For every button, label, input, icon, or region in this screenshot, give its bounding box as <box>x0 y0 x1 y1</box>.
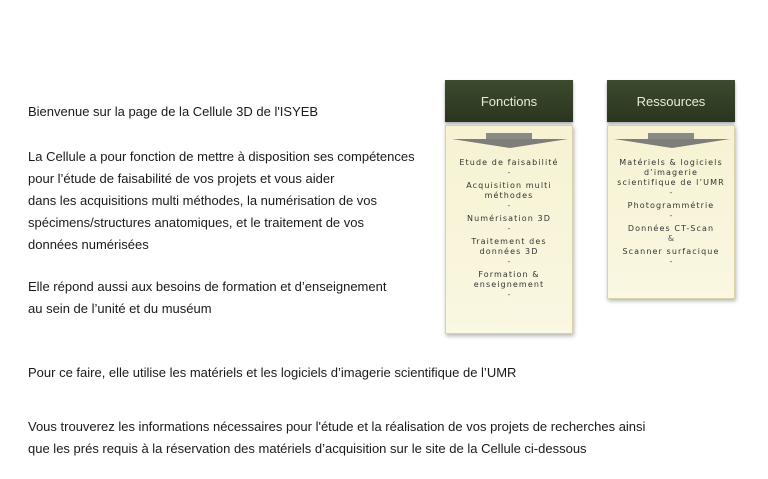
intro-paragraph-1 <box>28 146 415 256</box>
intro-line: que les prés requis à la réservation des matériels d’acquisition sur le site de la Cellule ci-dessous <box>28 441 587 456</box>
intro-line: spécimens/structures anatomiques, et le traitement de vos <box>28 215 364 230</box>
welcome-text: Bienvenue sur la page de la Cellule 3D de l'ISYEB <box>28 104 319 119</box>
separator: - <box>669 257 673 266</box>
separator: - <box>507 168 511 177</box>
separator: - <box>669 211 673 220</box>
intro-line: La Cellule a pour fonction de mettre à disposition ses compétences <box>28 149 415 164</box>
down-arrow-icon <box>614 133 728 151</box>
fonctions-card <box>445 80 573 334</box>
ressources-list <box>607 125 735 299</box>
intro-paragraph-3: Pour ce faire, elle utilise les matériels et les logiciels d’imagerie scientifique de l’UMR <box>28 365 517 380</box>
fonctions-list <box>445 125 573 334</box>
separator: - <box>507 257 511 266</box>
intro-line: Elle répond aussi aux besoins de formation et d’enseignement <box>28 279 387 294</box>
intro-paragraph-4 <box>28 416 645 460</box>
separator: - <box>507 224 511 233</box>
list-item: Matériels & logiciels d’imagerie scientifique de l’UMR <box>617 158 725 187</box>
separator: - <box>507 201 511 210</box>
list-item: Photogrammétrie <box>627 201 715 210</box>
fonctions-title: Fonctions <box>445 80 573 122</box>
intro-line: dans les acquisitions multi méthodes, la numérisation de vos <box>28 193 378 208</box>
down-arrow-icon <box>452 133 566 151</box>
intro-line: Vous trouverez les informations nécessaires pour l'étude et la réalisation de vos projets de recherches ainsi <box>28 419 646 434</box>
list-item: Acquisition multi méthodes <box>466 181 552 200</box>
list-item: Etude de faisabilité <box>459 158 559 167</box>
ressources-card <box>607 80 735 299</box>
list-item: Formation & enseignement <box>473 270 545 289</box>
list-item: Données CT-Scan <box>627 224 715 233</box>
separator: - <box>669 188 673 197</box>
intro-paragraph-2 <box>28 276 386 320</box>
list-item: Traitement des données 3D <box>471 237 547 256</box>
list-item: Numérisation 3D <box>467 214 551 223</box>
connector: & <box>667 234 675 243</box>
ressources-title: Ressources <box>607 80 735 122</box>
separator: - <box>507 290 511 299</box>
intro-line: données numérisées <box>28 237 149 252</box>
list-item: Scanner surfacique <box>622 247 720 256</box>
intro-line: au sein de l’unité et du muséum <box>28 301 212 316</box>
intro-line: pour l’étude de faisabilité de vos projets et vous aider <box>28 171 335 186</box>
